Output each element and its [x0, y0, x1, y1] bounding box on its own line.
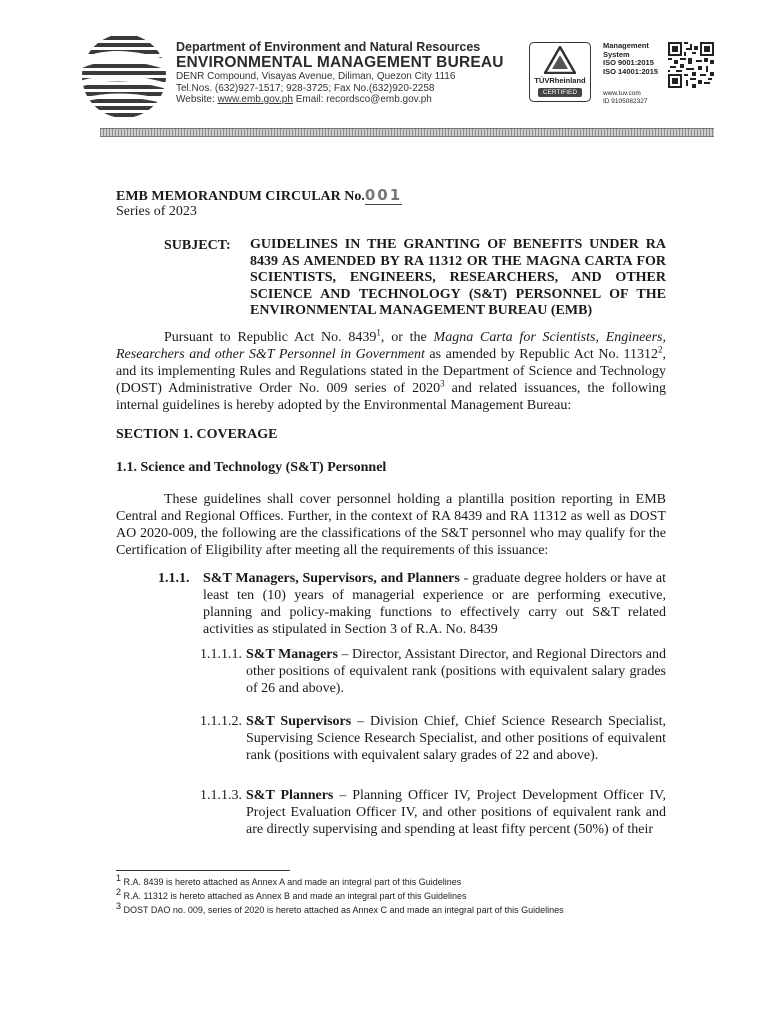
iso-line: System [603, 49, 630, 59]
item-number: 1.1.1. [158, 571, 190, 586]
coverage-paragraph: These guidelines shall cover personnel holding a plantilla position reporting in EMB Central and Regional Offices. Further, in the context of RA 8439 and RA 11312 as well as DOST AO 2020-009, the following are the classifications of the S&T personnel who may qualify for the Certification of Eligibility after meeting all the requirements of this issuance: [116, 492, 666, 558]
item-number: 1.1.1.1. [200, 647, 242, 662]
phone-numbers: Tel.Nos. (632)927-1517; 928-3725; Fax No.(632)920-2258 [176, 82, 435, 94]
footnote-ref: 3 [440, 378, 445, 389]
email-text: Email: recordsco@emb.gov.ph [295, 94, 432, 105]
footnote-ref: 1 [376, 327, 381, 338]
memo-series: Series of 2023 [116, 204, 197, 219]
item-number: 1.1.1.3. [200, 788, 242, 803]
bureau-name: ENVIRONMENTAL MANAGEMENT BUREAU [176, 54, 504, 71]
footnote-divider [116, 870, 290, 871]
contact-line [176, 94, 521, 106]
department-name: Department of Environment and Natural Resources [176, 40, 481, 54]
tuv-website: www.tuv.com [603, 90, 641, 97]
iso-line: ISO 9001:2015 [603, 58, 654, 68]
section-heading: SECTION 1. COVERAGE [116, 427, 278, 442]
letterhead-text [176, 40, 521, 106]
subsection-heading: 1.1. Science and Technology (S&T) Personnel [116, 460, 387, 475]
letterhead-divider [100, 128, 714, 137]
memo-title: EMB MEMORANDUM CIRCULAR No. [116, 189, 365, 204]
iso-line: Management [603, 41, 649, 50]
item-text: 1.1.1.1. S&T Managers – Director, Assistant Director, and Regional Directors and other positions of equivalent rank (positions with equivalent salary grades of 26 and above). [200, 647, 666, 696]
tuv-triangle-icon [544, 46, 576, 74]
item-text: S&T Managers, Supervisors, and Planners - graduate degree holders or have at least ten (10) years of managerial experience or are performing executive, planning and policy-making functions to effectively carry out S&T related activities as stipulated in Section 3 of R.A. No. 8439 [203, 571, 666, 637]
subject-label: SUBJECT: [164, 238, 231, 253]
tuv-web-info [603, 90, 693, 105]
certified-label: CERTIFIED [538, 88, 582, 97]
subject-text: GUIDELINES IN THE GRANTING OF BENEFITS UNDER RA 8439 AS AMENDED BY RA 11312 OR THE MAGNA CARTA FOR SCIENTISTS, ENGINEERS, RESEARCHERS, AND OTHER SCIENCE AND TECHNOLOGY (S&T) PERSONNEL OF THE ENVIRONMENTAL MANAGEMENT BUREAU (EMB) [250, 237, 666, 318]
item-text: 1.1.1.2. S&T Supervisors – Division Chief, Chief Science Research Specialist, Supervising Science Research Specialist, and other positions of equivalent rank (positions with equivalent salary grades of 22 and above). [200, 714, 666, 763]
tuv-id: ID 9105082327 [603, 97, 648, 105]
tuv-certification-badge [529, 42, 591, 102]
iso-info [603, 42, 663, 76]
intro-paragraph: Pursuant to Republic Act No. 8439$^1$, or the Magna Carta for Scientists, Engineers, Researchers and other S&T Personnel in Government as amended by Republic Act No. 11312$^2$, and its implementing Rules and Regulations stated in the Department of Science and Technology (DOST) Administrative Order No. 009 series of 2020$^3$ and related issuances, the following internal guidelines is hereby adopted by the Environmental Management Bureau: [116, 327, 666, 413]
item-number: 1.1.1.2. [200, 714, 242, 729]
tuv-brand: TÜVRheinland [534, 76, 586, 85]
qr-code-icon [668, 42, 714, 88]
emb-logo [72, 30, 170, 122]
website-label: Website: [176, 94, 215, 105]
footnote: $^3$ DOST DAO no. 009, series of 2020 is hereto attached as Annex C and made an integral part of this Guidelines [116, 901, 564, 915]
memo-number: 001 [364, 186, 403, 204]
iso-line: ISO 14001:2015 [603, 66, 659, 76]
footnote-ref: 2 [658, 344, 663, 355]
footnote: $^2$ R.A. 11312 is hereto attached as Annex B and made an integral part of this Guidelines [116, 887, 467, 901]
website-link[interactable]: www.emb.gov.ph [217, 94, 293, 105]
address: DENR Compound, Visayas Avenue, Diliman, Quezon City 1116 [176, 71, 456, 82]
item-text: 1.1.1.3. S&T Planners – Planning Officer IV, Project Development Officer IV, Project Evaluation Officer IV, and other positions of equivalent rank and are directly supervising and spending at least fifty percent (50%) of their [200, 788, 666, 837]
footnote: $^1$ R.A. 8439 is hereto attached as Annex A and made an integral part of this Guidelines [116, 873, 462, 887]
